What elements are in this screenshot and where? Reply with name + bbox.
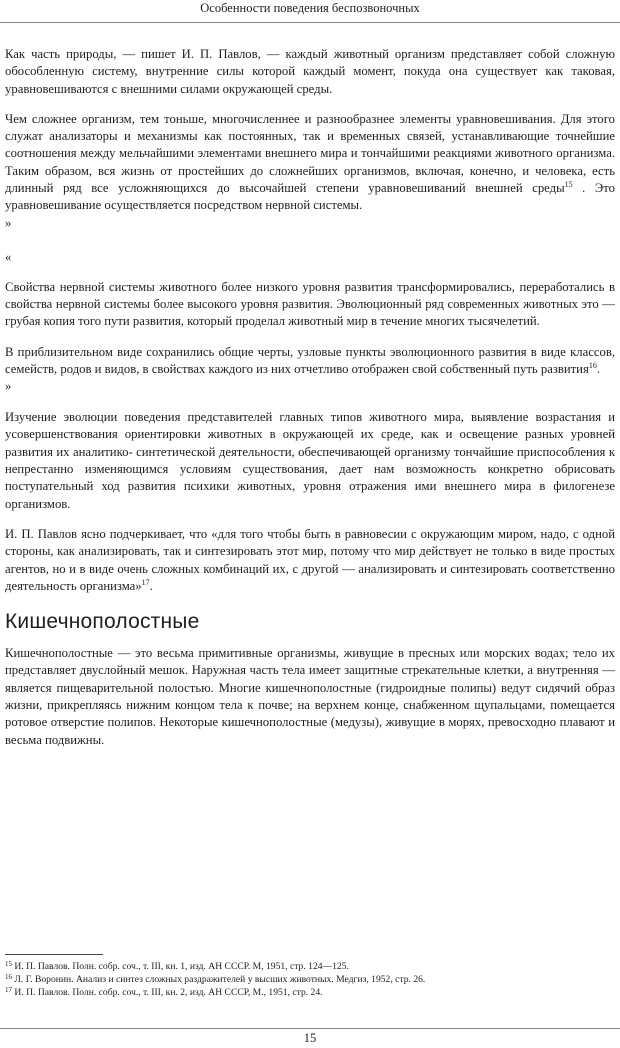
footnote-text: И. П. Павлов. Полн. собр. соч., т. III, кн. 1, изд. АН СССР. М, 1951, стр. 124—125. [12,961,349,972]
close-quote-mark: » [5,215,12,230]
paragraph-text: Чем сложнее организм, тем тоньше, многочисленнее и разнообразнее элементы уравновешивания. Для этого служат анализаторы и механизмы как постоянных, так и временных связей, устанавливающие точнейшие соотношения между мельчайшими элементами внешнего мира и тончайшими реакциями животного организма. Таким образом, вся жизнь от простейших до сложнейших организмов, включая, конечно, и человека, есть длинный ряд все усложняющихся до высочайшей степени уравновешиваний внешней среды [5,111,615,196]
paragraph-text: Изучение эволюции поведения представителей главных типов животного мира, выявление возрастания и усовершенствования ориентировки животных в окружающей их среде, как и освещение разных уровней развития их аналитико- синтетической деятельности, обеспечивающей организму тончайшие приспособления к непрестанно изменяющимся условиям существования, дает нам возможность конкретно обрисовать поступательный ход развития психики животных, уровня отражения ими внешнего мира в филогенезе организмов. [5,410,615,511]
footnote-ref-17[interactable]: 17 [141,577,150,587]
close-quote-mark: » [5,379,12,394]
footnote-15 [5,960,615,973]
paragraph-text: В приблизительном виде сохранились общие черты, узловые пункты эволюционного развития в виде классов, семейств, родов и видов, в свойствах каждого из них отчетливо отображен свой собственный путь развития [5,344,615,376]
footnote-ref-15[interactable]: 15 [564,180,573,190]
footnote-ref-16[interactable]: 16 [588,360,597,370]
paragraph-coelenterates [5,645,615,749]
open-quote-mark: « [5,249,12,264]
footnote-divider [5,954,103,955]
footnote-number: 15 [5,960,12,968]
footnote-17 [5,986,615,999]
paragraph-pavlov-quote [5,46,615,98]
paragraph-evolution-stages [5,344,615,379]
page-body [5,46,615,762]
footnote-text: И. П. Павлов. Полн. собр. соч., т. III, кн. 2, изд. АН СССР, М., 1951, стр. 24. [12,987,323,998]
section-heading: Кишечнополостные [5,610,200,634]
page-number: 15 [303,1031,317,1045]
paragraph-nervous-system [5,279,615,331]
footer-divider [0,1028,620,1029]
running-head [0,0,620,23]
paragraph-text: Как часть природы, — пишет И. П. Павлов, — каждый животный организм представляет собой сложную обособленную систему, внутренние силы которой каждый момент, покуда она существует как таковая, уравновешиваются с внешними силами окружающей среды. [5,47,615,96]
running-title: Особенности поведения беспозвоночных [200,1,420,15]
footnote-number: 17 [5,986,12,994]
paragraph-text: Свойства нервной системы животного более низкого уровня развития трансформировались, переработались в свойства нервной системы более высокого уровня развития. Эволюционный ряд современных животных это — грубая копия того пути развития, который проделал животный мир в течение многих тысячелетий. [5,279,615,329]
footnote-text: Л. Г. Воронин. Анализ и синтез сложных раздражителей у высших животных. Медгиз, 1952, стр. 26. [12,974,426,985]
paragraph-text-tail: . [149,578,153,593]
footnotes [5,960,615,999]
paragraph-text: Кишечнополостные — это весьма примитивные организмы, живущие в пресных или морских водах; тело их представляет двуслойный мешок. Наружная часть тела имеет защитные стрекательные клетки, а внутренняя — является пищеварительной полостью. Многие кишечнополостные (гидроидные полипы) ведут сидячий образ жизни, прикрепляясь нижним концом тела к почве; на верхнем конце, снабженном щупальцами, помещается ротовое отверстие полипов. Некоторые кишечнополостные (медузы), живущие в морях, превосходно плавают и весьма подвижны. [5,646,615,747]
paragraph-text-tail: . Это уравновешивание осуществляется посредством нервной системы. [5,181,615,213]
paragraph-text-tail: . [596,361,600,376]
paragraph-text: И. П. Павлов ясно подчеркивает, что «для того чтобы быть в равновесии с окружающим миром, надо, с одной стороны, как анализировать, так и синтезировать этот мир, потому что мир действует не только в виде простых агентов, но и в виде очень сложных комбинаций их, с другой — анализировать и синтезировать соответственно деятельность организма» [5,526,615,593]
paragraph-pavlov-analysis [5,526,615,595]
footnote-number: 16 [5,973,12,981]
paragraph-complex-organism [5,111,615,215]
footnote-16 [5,973,615,986]
paragraph-behavior-study [5,409,615,513]
